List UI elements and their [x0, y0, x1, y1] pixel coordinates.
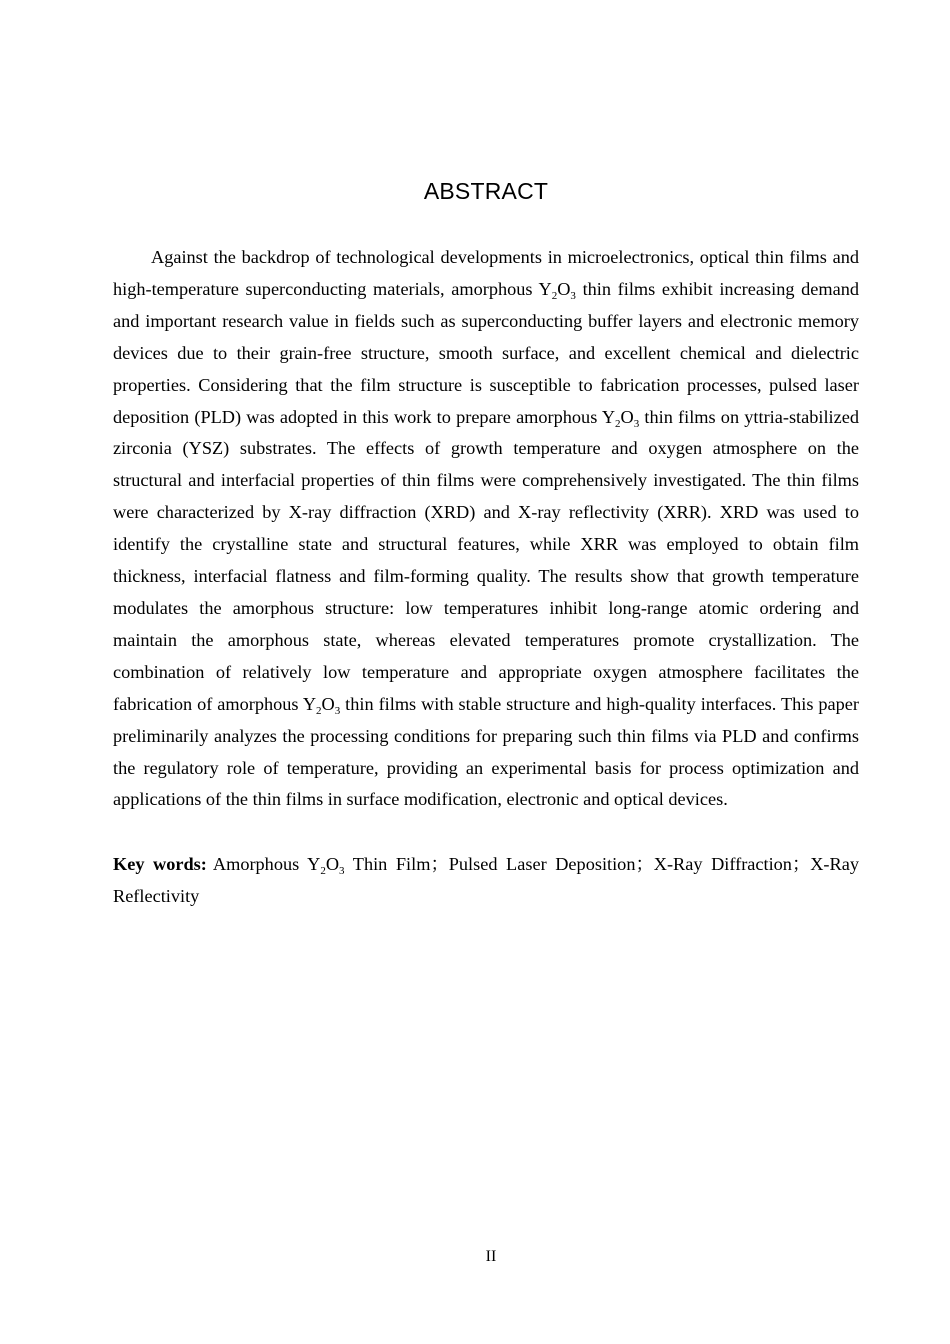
- subscript-3: 3: [570, 289, 576, 302]
- page-number: II: [485, 1248, 497, 1265]
- abstract-text-3: thin films exhibit increasing demand and important research value in fields such as superconducting buffer layers and electronic memory devices due to their grain-free structure, smooth surface, and excellent chemical and dielectric properties. Considering that the film structure is susceptible to fabrication processes, pulsed laser deposition (PLD) was adopted in this work to prepare amorphous Y: [113, 278, 860, 427]
- keyword-1-text-b: O: [325, 854, 340, 874]
- keyword-subscript-2: 2: [320, 865, 326, 877]
- keyword-separator: ；: [791, 854, 811, 874]
- keyword-4: X-Ray Reflectivity: [113, 854, 859, 906]
- keyword-2: Pulsed Laser Deposition: [448, 854, 636, 874]
- keywords-line: [113, 849, 859, 913]
- abstract-text-5: thin films on yttria-stabilized zirconia (YSZ) substrates. The effects of growth temperature and oxygen atmosphere on the structural and interfacial properties of thin films were comprehensively investigated. The thin films were characterized by X-ray diffraction (XRD) and X-ray reflectivity (XRR). XRD was used to identify the crystalline state and structural features, while XRR was employed to obtain film thickness, interfacial flatness and film-forming quality. The results show that growth temperature modulates the amorphous structure: low temperatures inhibit long-range atomic ordering and maintain the amorphous state, whereas elevated temperatures promote crystallization. The combination of relatively low temperature and appropriate oxygen atmosphere facilitates the fabrication of amorphous Y: [113, 406, 859, 714]
- subscript-3: 3: [633, 417, 640, 430]
- abstract-text-4: O: [620, 406, 634, 427]
- page-title: ABSTRACT: [423, 178, 549, 204]
- abstract-paragraph: [113, 242, 859, 816]
- keyword-separator: ；: [635, 854, 654, 874]
- abstract-text-7: thin films with stable structure and high-quality interfaces. This paper preliminarily analyzes the processing conditions for preparing such thin films via PLD and confirms the regulatory role of temperature, providing an experimental basis for process optimization and applications of the thin films in surface modification, electronic and optical devices.: [113, 693, 859, 810]
- subscript-2: 2: [615, 417, 621, 430]
- abstract-text-6: O: [321, 693, 335, 714]
- abstract-text-1: Against the backdrop of technological developments in microelectronics, optical thin films and high-temperature superconducting materials, amorphous Y: [113, 247, 859, 299]
- abstract-text-2: O: [557, 278, 571, 299]
- keyword-3: X-Ray Diffraction: [653, 854, 792, 874]
- keyword-separator: ；: [430, 854, 449, 874]
- subscript-3: 3: [334, 704, 341, 717]
- keyword-1-text-c: Thin Film: [344, 854, 431, 874]
- keywords-label: Key words:: [113, 854, 207, 874]
- subscript-2: 2: [551, 289, 558, 302]
- subscript-2: 2: [316, 704, 322, 717]
- keyword-1-text-a: Amorphous Y: [212, 854, 321, 874]
- keyword-subscript-3: 3: [339, 865, 345, 877]
